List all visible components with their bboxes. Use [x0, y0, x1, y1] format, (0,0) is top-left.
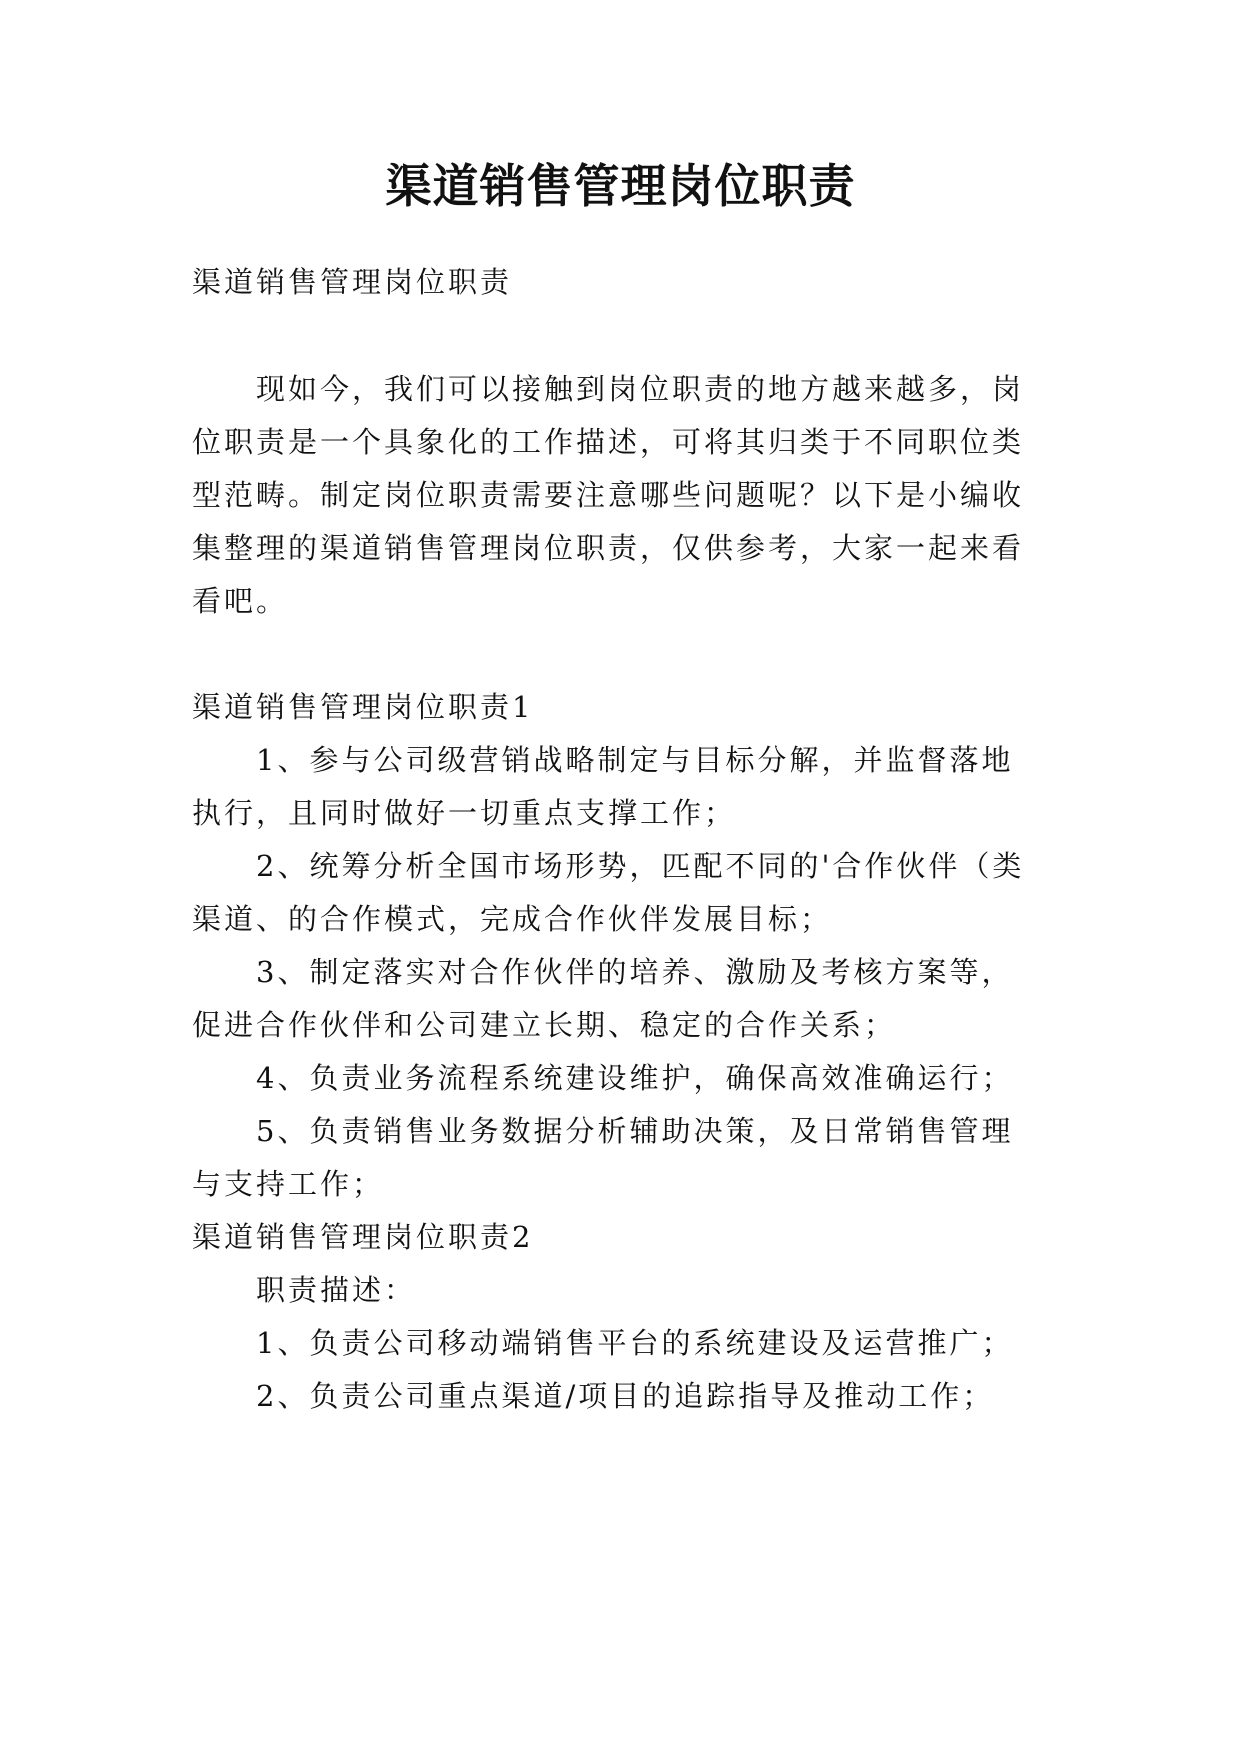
section1-line-1: 1、参与公司级营销战略制定与目标分解，并监督落地: [256, 743, 1014, 777]
document-title: 渠道销售管理岗位职责: [385, 159, 856, 213]
section2-line-2: 1、负责公司移动端销售平台的系统建设及运营推广；: [256, 1326, 1014, 1360]
intro-line-2: 位职责是一个具象化的工作描述，可将其归类于不同职位类: [192, 425, 1025, 459]
intro-line-5: 看吧。: [192, 584, 289, 618]
section1-line-2: 执行，且同时做好一切重点支撑工作；: [192, 796, 737, 830]
section1-line-3: 2、统筹分析全国市场形势，匹配不同的'合作伙伴（类: [256, 849, 1025, 883]
intro-line-3: 型范畴。制定岗位职责需要注意哪些问题呢？以下是小编收: [192, 478, 1025, 512]
section2-line-1: 职责描述：: [256, 1273, 417, 1307]
section1-line-7: 4、负责业务流程系统建设维护，确保高效准确运行；: [256, 1061, 1014, 1095]
section1-line-9: 与支持工作；: [192, 1167, 385, 1201]
document-subtitle: 渠道销售管理岗位职责: [192, 265, 513, 299]
intro-line-4: 集整理的渠道销售管理岗位职责，仅供参考，大家一起来看: [192, 531, 1025, 565]
section1-line-4: 渠道、的合作模式，完成合作伙伴发展目标；: [192, 902, 833, 936]
section2-heading: 渠道销售管理岗位职责2: [192, 1220, 534, 1254]
intro-line-1: 现如今，我们可以接触到岗位职责的地方越来越多，岗: [256, 372, 1025, 406]
section2-line-3: 2、负责公司重点渠道/项目的追踪指导及推动工作；: [256, 1379, 995, 1413]
section1-heading: 渠道销售管理岗位职责1: [192, 690, 534, 724]
section1-line-5: 3、制定落实对合作伙伴的培养、激励及考核方案等，: [256, 955, 1014, 989]
section1-line-6: 促进合作伙伴和公司建立长期、稳定的合作关系；: [192, 1008, 897, 1042]
section1-line-8: 5、负责销售业务数据分析辅助决策，及日常销售管理: [256, 1114, 1014, 1148]
